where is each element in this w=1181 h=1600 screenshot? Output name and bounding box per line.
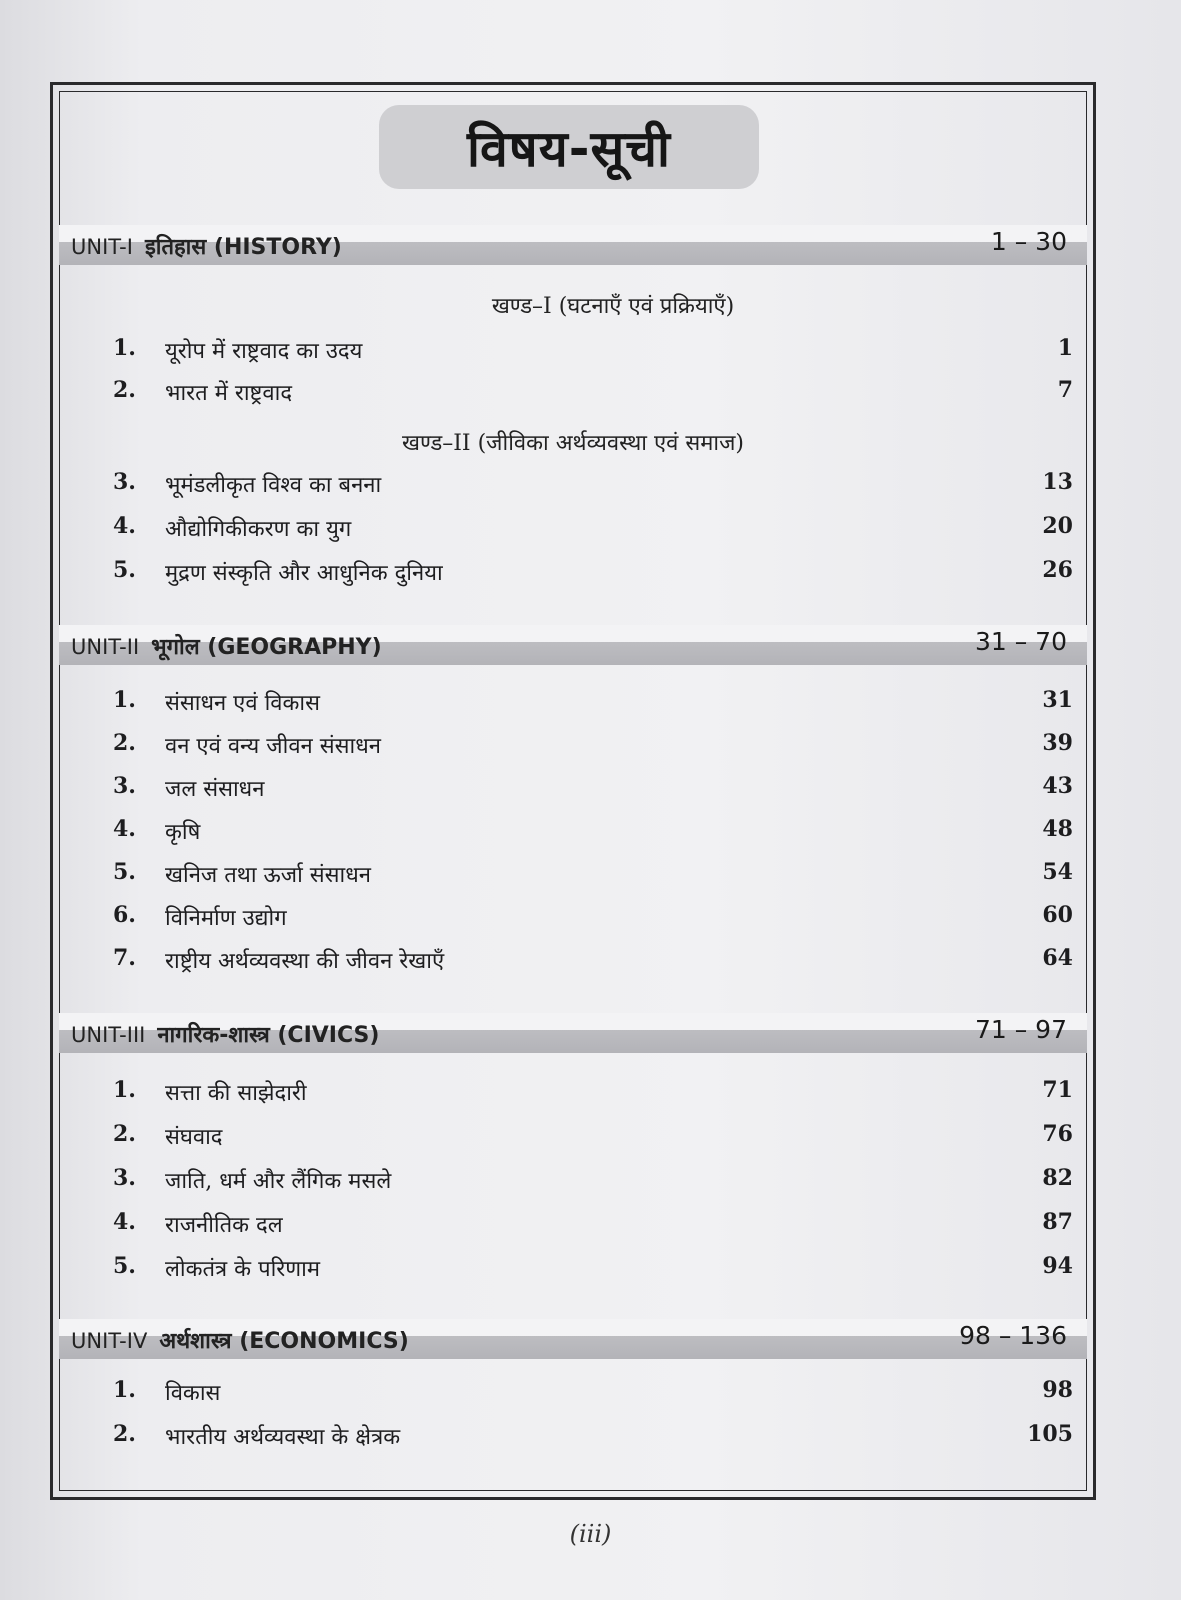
item-number: 5. <box>113 859 136 885</box>
item-number: 5. <box>113 557 136 583</box>
unit-page-range: 31 – 70 <box>974 627 1067 656</box>
item-page: 39 <box>1042 730 1073 756</box>
item-title: भारत में राष्ट्रवाद <box>165 381 293 406</box>
item-title: संघवाद <box>165 1125 223 1150</box>
unit-label: इतिहास (HISTORY) <box>144 235 342 260</box>
unit-label: अर्थशास्त्र (ECONOMICS) <box>159 1329 409 1354</box>
unit-code: UNIT-II भूगोल (GEOGRAPHY) <box>71 635 382 660</box>
unit-header-geography <box>59 625 1087 665</box>
item-page: 98 <box>1042 1377 1073 1403</box>
item-title: यूरोप में राष्ट्रवाद का उदय <box>165 339 363 364</box>
contents-frame <box>50 82 1096 1500</box>
toc-row[interactable] <box>113 1377 1073 1415</box>
item-number: 1. <box>113 1077 136 1103</box>
item-title: संसाधन एवं विकास <box>165 691 320 716</box>
unit-code: UNIT-IV अर्थशास्त्र (ECONOMICS) <box>71 1329 409 1354</box>
item-title: राजनीतिक दल <box>165 1213 283 1238</box>
toc-row[interactable] <box>113 1421 1073 1459</box>
unit-label: नागरिक-शास्त्र (CIVICS) <box>157 1023 380 1048</box>
item-number: 1. <box>113 335 136 361</box>
toc-row[interactable] <box>113 1121 1073 1159</box>
toc-row[interactable] <box>113 557 1073 595</box>
item-page: 43 <box>1042 773 1073 799</box>
item-number: 6. <box>113 902 136 928</box>
item-title: कृषि <box>165 820 201 845</box>
toc-row[interactable] <box>113 1253 1073 1291</box>
section-heading: खण्ड–I (घटनाएँ एवं प्रक्रियाएँ) <box>491 294 735 319</box>
item-title: सत्ता की साझेदारी <box>165 1081 307 1106</box>
item-title: भारतीय अर्थव्यवस्था के क्षेत्रक <box>165 1425 401 1450</box>
item-number: 3. <box>113 773 136 799</box>
item-number: 1. <box>113 687 136 713</box>
item-page: 1 <box>1057 335 1073 361</box>
unit-code: UNIT-III नागरिक-शास्त्र (CIVICS) <box>71 1023 380 1048</box>
unit-label: भूगोल (GEOGRAPHY) <box>151 635 382 660</box>
item-page: 26 <box>1042 557 1073 583</box>
item-page: 87 <box>1042 1209 1073 1235</box>
item-title: मुद्रण संस्कृति और आधुनिक दुनिया <box>165 561 443 586</box>
unit-header-economics <box>59 1319 1087 1359</box>
item-title: खनिज तथा ऊर्जा संसाधन <box>165 863 371 888</box>
item-title: विकास <box>165 1381 221 1406</box>
section-heading: खण्ड–II (जीविका अर्थव्यवस्था एवं समाज) <box>402 431 744 456</box>
item-page: 31 <box>1042 687 1073 713</box>
toc-row[interactable] <box>113 816 1073 854</box>
item-page: 54 <box>1042 859 1073 885</box>
toc-row[interactable] <box>113 513 1073 551</box>
item-number: 2. <box>113 377 136 403</box>
item-page: 13 <box>1042 469 1073 495</box>
item-number: 4. <box>113 816 136 842</box>
unit-page-range: 98 – 136 <box>959 1321 1067 1350</box>
item-number: 1. <box>113 1377 136 1403</box>
item-title: औद्योगिकीकरण का युग <box>165 517 352 542</box>
item-page: 64 <box>1042 945 1073 971</box>
toc-row[interactable] <box>113 945 1073 983</box>
item-page: 20 <box>1042 513 1073 539</box>
item-title: जल संसाधन <box>165 777 265 802</box>
item-number: 2. <box>113 1121 136 1147</box>
item-title: राष्ट्रीय अर्थव्यवस्था की जीवन रेखाएँ <box>165 949 445 974</box>
toc-row[interactable] <box>113 730 1073 768</box>
toc-row[interactable] <box>113 902 1073 940</box>
page-number-footer: (iii) <box>569 1520 612 1548</box>
toc-row[interactable] <box>113 773 1073 811</box>
page-title: विषय-सूची <box>467 120 671 178</box>
toc-row[interactable] <box>113 1209 1073 1247</box>
item-number: 3. <box>113 469 136 495</box>
item-page: 7 <box>1057 377 1073 403</box>
item-number: 2. <box>113 730 136 756</box>
item-title: लोकतंत्र के परिणाम <box>165 1257 321 1282</box>
item-page: 105 <box>1027 1421 1073 1447</box>
item-title: भूमंडलीकृत विश्व का बनना <box>165 473 382 498</box>
item-title: जाति, धर्म और लैंगिक मसले <box>165 1169 392 1194</box>
item-title: वन एवं वन्य जीवन संसाधन <box>165 734 381 759</box>
item-page: 76 <box>1042 1121 1073 1147</box>
unit-code: UNIT-I इतिहास (HISTORY) <box>71 235 342 260</box>
item-number: 5. <box>113 1253 136 1279</box>
item-page: 82 <box>1042 1165 1073 1191</box>
unit-header-civics <box>59 1013 1087 1053</box>
unit-page-range: 1 – 30 <box>990 227 1067 256</box>
toc-row[interactable] <box>113 377 1073 415</box>
item-number: 2. <box>113 1421 136 1447</box>
item-page: 48 <box>1042 816 1073 842</box>
toc-row[interactable] <box>113 1165 1073 1203</box>
toc-row[interactable] <box>113 335 1073 373</box>
item-number: 4. <box>113 1209 136 1235</box>
item-page: 60 <box>1042 902 1073 928</box>
toc-row[interactable] <box>113 469 1073 507</box>
unit-header-history <box>59 225 1087 265</box>
toc-row[interactable] <box>113 687 1073 725</box>
item-page: 94 <box>1042 1253 1073 1279</box>
toc-row[interactable] <box>113 859 1073 897</box>
item-page: 71 <box>1042 1077 1073 1103</box>
item-number: 3. <box>113 1165 136 1191</box>
title-box <box>379 105 759 189</box>
item-title: विनिर्माण उद्योग <box>165 906 287 931</box>
item-number: 7. <box>113 945 136 971</box>
item-number: 4. <box>113 513 136 539</box>
toc-row[interactable] <box>113 1077 1073 1115</box>
unit-page-range: 71 – 97 <box>974 1015 1067 1044</box>
